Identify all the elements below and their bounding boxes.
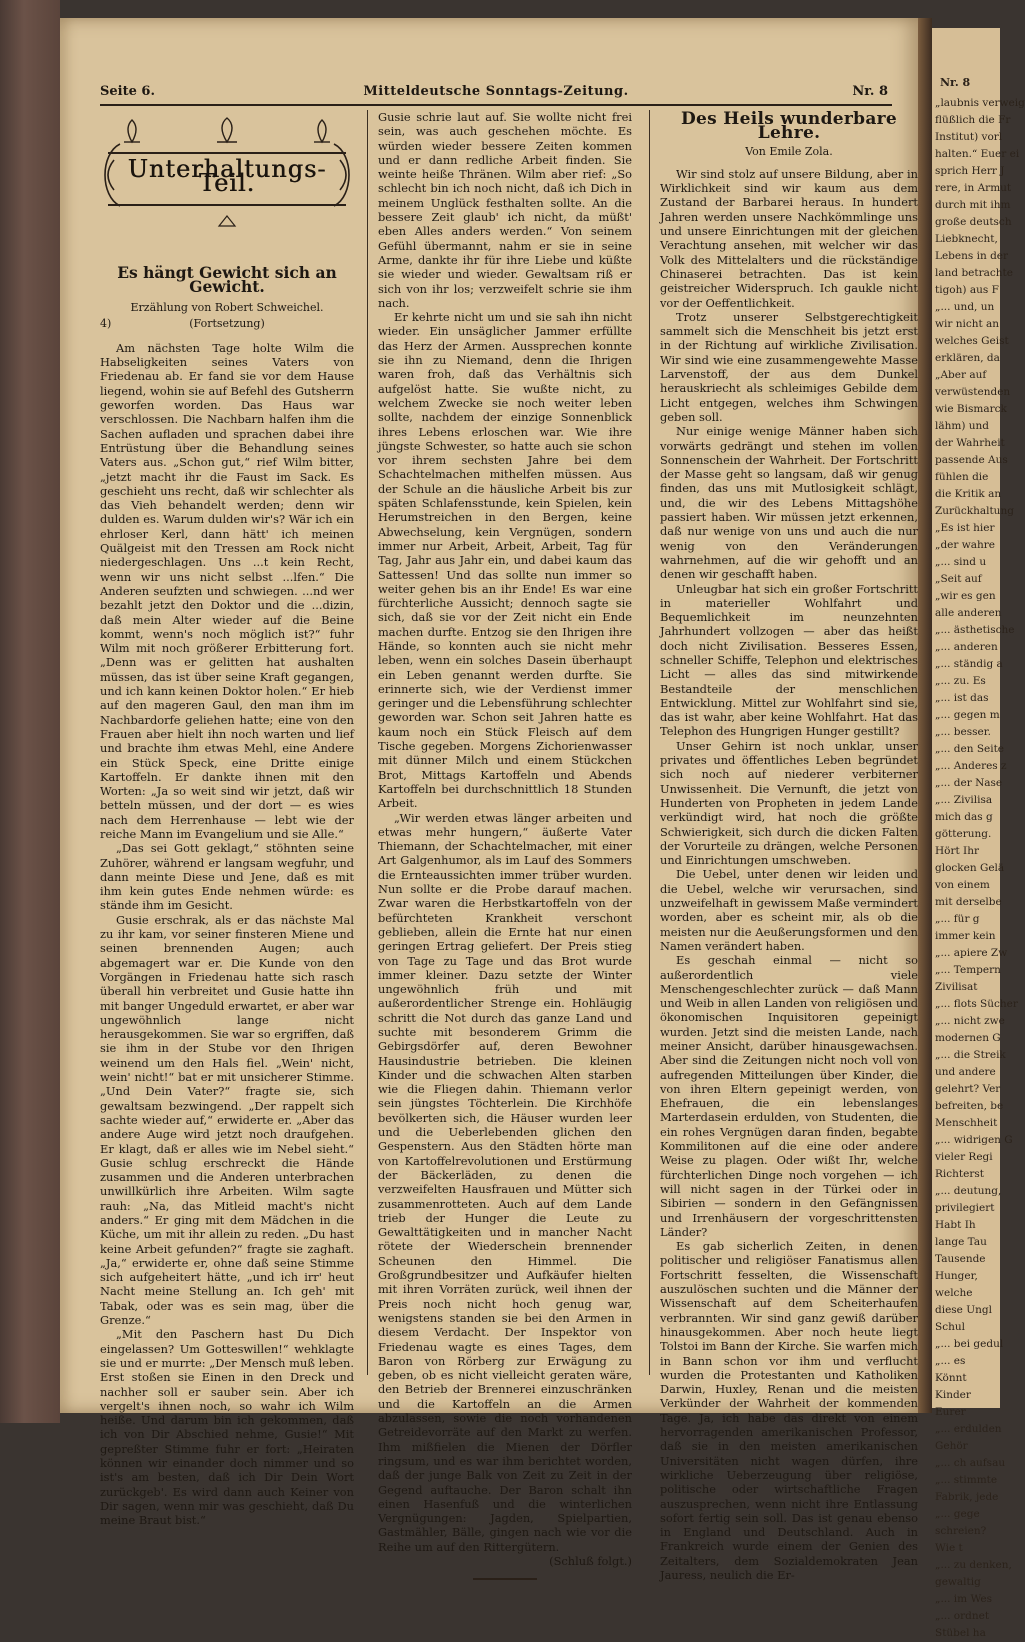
next-page-line: „... ständig a [935, 658, 1003, 670]
next-page-line: „... stimmte [935, 1474, 998, 1486]
next-page-line: Kinder [935, 1389, 971, 1401]
paragraph: Wir sind stolz auf unsere Bildung, aber in Wirklichkeit sind wir kaum aus dem Zustand der Barbarei heraus. In hundert Jahren werden unsere Nachkömmlinge uns und unsere Einrichtungen mit der gleichen Verachtung ansehen, mit welcher wir das Volk des Mittelalters und die rückständige Chinaserei betrachten. Das ist kein geistreicher Widerspruch. Ich gaukle nicht vor der Oeffentlichkeit. [660, 166, 918, 310]
next-page-line: „... ist das [935, 692, 989, 704]
next-page-line: „... Zivilisa [935, 794, 993, 806]
issue-number: Nr. 8 [852, 84, 888, 99]
next-page-line: flüßlich die Fr [935, 114, 1011, 126]
part-number: 4) [100, 316, 112, 330]
section-header [100, 110, 354, 260]
next-page-line: „... Tempern [935, 964, 1001, 976]
next-page-line: „... ordnet [935, 1610, 990, 1622]
next-page-line: immer kein [935, 930, 996, 942]
continuation-label: (Fortsetzung) [189, 316, 265, 330]
next-page-line: vieler Regi [935, 1151, 993, 1163]
next-page-line: Tausende [935, 1253, 986, 1265]
next-page-line: „... zu denken, [935, 1559, 1012, 1571]
next-page-line: die Kritik an [935, 488, 1002, 500]
next-page-line: modernen G [935, 1032, 1001, 1044]
next-page-line: glocken Gelä [935, 862, 1005, 874]
next-page-line: erklären, da [935, 352, 1000, 364]
page-number: Seite 6. [100, 84, 155, 99]
paragraph: Unleugbar hat sich ein großer Fortschritt in materieller Wohlfahrt und Bequemlichkeit im neunzehnten Jahrhundert vollzogen — aber das heißt doch nicht Zivilisation. Besseres Essen, schneller Schiffe, Telephon und elektrisches Licht — alles das sind mitwirkende Bestandteile der menschlichen Entwicklung. Mittel zur Wohlfahrt sind sie, das ist wahr, aber keine Wohlfahrt. Hat das Telephon des Hungrigen Hunger gestillt? [660, 581, 918, 739]
next-page-line: verwüstenden [935, 386, 1011, 398]
next-page-line: Fabrik, jede [935, 1491, 999, 1503]
next-page-line: „... anderen [935, 641, 998, 653]
next-page-line: „... und, un [935, 301, 995, 313]
next-page-line: land betrachte [935, 267, 1013, 279]
next-page-line: „... im Wes [935, 1593, 992, 1605]
next-page-line: „... sind u [935, 556, 987, 568]
next-page-line: lähm) und [935, 420, 990, 432]
next-page-line: Wie t [935, 1542, 963, 1554]
end-rule [473, 1578, 537, 1580]
next-page-line: „... zu. Es [935, 675, 986, 687]
next-page-line: Zurückhaltung [935, 505, 1014, 517]
next-page-line: Institut) vorl [935, 131, 1003, 143]
article-title: Des Heils wunderbare Lehre. [680, 109, 898, 144]
paragraph: Gusie schrie laut auf. Sie wollte nicht frei sein, was auch geschehen möchte. Es würden wieder bessere Zeiten kommen und er dann redliche Arbeit finden. Sie weinte heiße Thränen. Wilm aber rief: „So schlecht bin ich noch nicht, daß ich Dich in meinem Unglück festhalten sollte. An die bessere Zeit glaub' ich nicht, da müßt' eben Alles anders werden.“ Von seinem Gefühl übermannt, nahm er sie in seine Arme, dankte ihr für ihre Liebe und küßte sie wieder und wieder. Gewaltsam riß er sich von ihr los; verzweifelt schrie sie ihm nach. [378, 110, 632, 310]
next-page-line: große deutsch [935, 216, 1012, 228]
crown-ornament-icon [100, 116, 354, 140]
next-page-line: welche [935, 1287, 973, 1299]
paragraph: Nur einige wenige Männer haben sich vorwärts gedrängt und stehen im vollen Sonnenschein der Wahrheit. Der Fortschritt der Masse geht so langsam, daß wir genug finden, das uns mit Mutlosigkeit schlägt, und, die wir des Lebens Mittagshöhe passiert haben. Wir müssen jetzt erkennen, daß nur wenige von uns und auch die nur wenig von den Veränderungen wahrnehmen, auf die wir gehofft und an denen wir geschafft haben. [660, 424, 918, 582]
next-page-line: Stübel ha [935, 1627, 986, 1639]
next-page-line: „... der Nase [935, 777, 1003, 789]
next-page-line: durch mit ihm [935, 199, 1011, 211]
running-head [100, 82, 892, 106]
next-page-line: von einem [935, 879, 990, 891]
story-title: Es hängt Gewicht sich an Gewicht. [117, 263, 337, 297]
next-page-line: „... erdulden [935, 1423, 1002, 1435]
next-page-line: Eurer [935, 1406, 966, 1418]
next-page-line: Hört Ihr [935, 845, 979, 857]
next-page-line: „laubnis verweig [935, 97, 1025, 109]
paragraph: Es geschah einmal — nicht so außerordentlich viele Menschengeschlechter zurück — daß Mann und Weib in allen Landen von religiösen und ökonomischen Inquisitoren gepeinigt wurden. Jetzt sind die meisten Lande, nach meiner Ansicht, darüber hinausgewachsen. Aber sind die Zeitungen nicht noch voll von aufregenden Mitteilungen über Kinder, die von ihren Eltern gepeinigt werden, von Ehefrauen, die ein lebenslanges Marterdasein erdulden, von Studenten, die ein rohes Vergnügen daran finden, begabte Kommilitonen auf die eine oder andere Weise zu plagen. Oder wißt Ihr, welche fürchterlichen Dinge noch vorgehen — ich will nicht sagen in der Türkei oder in Sibirien — sondern in den Gefängnissen und Irrenhäusern der vorgeschrittensten Länder? [660, 953, 918, 1239]
next-page-line: mich das g [935, 811, 993, 823]
next-page-line: „... nicht zwe [935, 1015, 1005, 1027]
next-page-line: „... apiere Zw [935, 947, 1008, 959]
column-3 [660, 110, 918, 1582]
next-page-header: Nr. 8 [940, 76, 971, 89]
story-continuation [100, 317, 354, 331]
next-page-line: wie Bismarck [935, 403, 1007, 415]
next-page-line: „wir es gen [935, 590, 996, 602]
column-2 [378, 110, 632, 1580]
next-page-line: „... ch aufsau [935, 1457, 1006, 1469]
next-page-line: Habt Ih [935, 1219, 976, 1231]
next-page-line: alle anderen [935, 607, 1002, 619]
paragraph: Trotz unserer Selbstgerechtigkeit sammelt sich die Menschheit bis jetzt erst in der Richtung auf wirkliche Zivilisation. Wir sind wie eine zusammengewehte Masse Larvenstoff, der aus dem Dunkel herauskriecht als schleimiges Gebilde dem Licht entgegen, welches ihm Schwingen geben soll. [660, 309, 918, 424]
next-page-line: lange Tau [935, 1236, 987, 1248]
next-page-line: „... flots Sücher [935, 998, 1018, 1010]
next-page-line: wir nicht an [935, 318, 1000, 330]
next-page-line: Richterst [935, 1168, 984, 1180]
next-page-line: tigoh) aus F [935, 284, 999, 296]
column-1 [100, 110, 354, 1528]
next-page-line: „... deutung, [935, 1185, 1002, 1197]
next-page-line: „... die Streik [935, 1049, 1006, 1061]
next-page-line: „... ästhetische [935, 624, 1015, 636]
section-title-frame [108, 152, 346, 206]
next-page-line: privilegiert [935, 1202, 995, 1214]
paragraph: Er kehrte nicht um und sie sah ihn nicht wieder. Ein unsäglicher Jammer erfüllte das Herz der Armen. Aussprechen konnte sie ihn zu Niemand, denn die Ihrigen waren froh, daß das Verhältnis sich aufgelöst hatte. Sie wußte nicht, zu welchem Zwecke sie noch weiter leben sollte, nachdem der einzige Sonnenblick ihres Lebens erloschen war. Wie ihre jüngste Schwester, so hatte auch sie schon vor ihrem sechsten Jahre bei dem Schachtelmachen mithelfen müssen. Aus der Schule an die häusliche Arbeit bis zur späten Schlafensstunde, kein Spielen, kein Herumstreichen in den Bergen, keine Abwechselung, kein Vergnügen, sondern immer nur Arbeit, Arbeit, Arbeit, Tag für Tag, Jahr aus Jahr ein, und dabei kaum das Sattessen! Und das sollte nun immer so weiter gehen bis an ihr Ende! Es war eine fürchterliche Aussicht; dennoch sagte sie sich, daß sie vor der Zeit nicht ein Ende machen durfte. Entzog sie den Ihrigen ihre Hände, so konnten auch sie nicht mehr leben, wenn ein solches Dasein überhaupt ein Leben genannt werden durfte. Sie erinnerte sich, wie der Verdienst immer geringer und die Lebensführung schlechter geworden war. Schon seit Jahren hatte es kaum noch ein Stück Fleisch auf dem Tische gegeben. Morgens Zichorienwasser mit dünner Milch und einem Stückchen Brot, Mittags Kartoffeln und Abends Kartoffeln bei durchschnittlich 18 Stunden Arbeit. [378, 310, 632, 811]
next-page-line: und andere [935, 1066, 996, 1078]
next-page-line: passende Aus [935, 454, 1008, 466]
paragraph: „Mit den Paschern hast Du Dich eingelassen? Um Gotteswillen!“ wehklagte sie und er murrte: „Der Mensch muß leben. Erst stoßen sie Einen in den Dreck und nachher soll er sauber sein. Aber ich vergelt's ihnen noch, so wahr ich Wilm heiße. Und darum bin ich gekommen, daß ich von Dir Abschied nehme, Gusie!“ Mit gepreßter Stimme fuhr er fort: „Heiraten können wir einander doch nimmer und so ist's am besten, daß ich Dir Dein Wort zurückgeb'. Es wird dann auch Keiner von Dir sagen, wenn mir was geschieht, daß Du meine Braut bist.“ [100, 1327, 354, 1528]
next-page-line: götterung. [935, 828, 992, 840]
section-title: Unterhaltungs-Teil. [127, 155, 327, 198]
paragraph: Es gab sicherlich Zeiten, in denen politischer und religiöser Fanatismus allen Fortschritt fesselten, die Wissenschaft auszulöschen suchten und die Männer der Wissenschaft auf dem Scheiterhaufen verbrannten. Wir sind ganz gewiß darüber hinausgekommen. Aber noch heute liegt Tolstoi im Bann der Kirche. Sie warfen mich in Bann schon vor ihm und verflucht wurden die Protestanten und Katholiken Darwin, Huxley, Renan und die meisten Verkünder der Wahrheit der kommenden Tage. Ja, ich habe das direkt von einem hervorragenden amerikanischen Professor, daß sie in den meisten amerikanischen Universitäten nicht wagen dürfen, ihre wirkliche Ueberzeugung über religiöse, politische oder wirtschaftliche Fragen auszusprechen, wenn nicht ihre Entlassung sofort fertig sein soll. Das ist genau ebenso in England und Deutschland. Auch in Frankreich wurde einem der Genien des Zeitalters, dem Sozialdemokraten Jean Jauress, neulich die Er- [660, 1239, 918, 1582]
newspaper-title: Mitteldeutsche Sonntags-Zeitung. [363, 84, 629, 99]
next-page-line: rere, in Armut [935, 182, 1012, 194]
article-author: Von Emile Zola. [745, 144, 833, 158]
next-page-line: befreiten, be [935, 1100, 1004, 1112]
continued-note: (Schluß folgt.) [549, 1553, 632, 1568]
next-page-line: „... besser. [935, 726, 991, 738]
next-page-line: schreien? [935, 1525, 987, 1537]
next-page-line: „... gegen m [935, 709, 1000, 721]
next-page-line: „... gege [935, 1508, 980, 1520]
next-page-line: „... widrigen G [935, 1134, 1013, 1146]
next-page-line: halten.“ Euer ei [935, 148, 1020, 160]
next-page-line: „Aber auf [935, 369, 987, 381]
next-page-strip [932, 28, 1025, 1639]
next-page-line: Gehör [935, 1440, 968, 1452]
next-page-line: „... den Seite [935, 743, 1005, 755]
next-page-line: Zivilisat [935, 981, 978, 993]
paragraph: Die Uebel, unter denen wir leiden und die Uebel, welche wir verursachen, sind unzweifelhaft in gewissem Maße vermindert worden, aber es scheint mir, als ob die meisten nur die Aeußerungsformen und den Namen verändert haben. [660, 867, 918, 953]
next-page-line: „der wahre [935, 539, 995, 551]
story-byline: Erzählung von Robert Schweichel. [130, 300, 324, 314]
next-page-line: „... Anderes z [935, 760, 1007, 772]
paragraph: „Wir werden etwas länger arbeiten und etwas mehr hungern,“ äußerte Vater Thiemann, der Schachtelmacher, mit einer Art Galgenhumor, als im Lauf des Sommers die Ernteaussichten immer trüber wurden. Nun sollte er die Probe darauf machen. Zwar waren die Herbstkartoffeln von der befürchteten Krankheit verschont geblieben, allein die Ernte hat nur einen geringen Ertrag geliefert. Der Preis stieg von Tage zu Tage und das Brot wurde immer kleiner. Dazu setzte der Winter ungewöhnlich früh und mit außerordentlicher Strenge ein. Hohläugig schritt die Not durch das ganze Land und suchte mit besonderem Grimm die Gebirgsdörfer auf, deren Bewohner Hausindustrie betrieben. Die kleinen Kinder und die schwachen Alten starben wie die Fliegen dahin. Thiemann verlor sein jüngstes Töchterlein. Die Kirchhöfe bevölkerten sich, die Häuser wurden leer und die Ueberlebenden glichen den Gespenstern. Aus den Städten hörte man von Kartoffelrevolutionen und Erstürmung der Bäckerläden, zu denen die verzweifelten Hausfrauen und Mütter sich zusammenrotteten. Auch auf dem Lande trieb der Hunger die Leute zu Gewalttätigkeiten und in mancher Nacht rötete der Wiederschein brennender Scheunen den Himmel. Die Großgrundbesitzer und Aufkäufer hielten mit ihren Vorräten zurück, weil ihnen der Preis noch nicht hoch genug war, wenigstens standen sie bei den Armen in diesem Verdacht. Der Inspektor von Friedenau wagte es eines Tages, dem Baron von Rörberg zur Erwägung zu geben, ob es nicht vielleicht geraten wäre, den Betrieb der Brennerei einzuschränken und die Kartoffeln an die Armen abzulassen, sowie die noch vorhandenen Getreidevorräte auf den Markt zu werfen. Ihm mißfielen die Mienen der Dörfler ringsum, und es war ihm berichtet worden, daß der junge Balk von Zeit zu Zeit in der Gegend auftauche. Der Baron schalt ihn einen Hasenfuß und die winterlichen Vergnügungen: Jagden, Spielpartien, Gastmähler, Bälle, gingen nach wie vor die Reihe um auf den Rittergütern. [378, 810, 632, 1554]
next-page-line: „... für g [935, 913, 980, 925]
next-page-line: welches Geist [935, 335, 1009, 347]
next-page-line: sprich Herr J [935, 165, 1005, 177]
paragraph: Gusie erschrak, als er das nächste Mal zu ihr kam, vor seiner finsteren Miene und seinen brennenden Augen; auch abgemagert war er. Die Kunde von den Vorgängen in Friedenau hatte sich rasch überall hin verbreitet und Gusie hatte ihn mit banger Ungeduld erwartet, er aber war ungewöhnlich lange nicht herausgekommen. Sie war so ergriffen, daß sie ihm in der Stube vor den Ihrigen weinend um den Hals fiel. „Wein' nicht, wein' nicht!“ bat er mit unsicherer Stimme. „Und Dein Vater?“ fragte sie, sich gewaltsam bezwingend. „Der rappelt sich sachte wieder auf,“ erwiderte er. „Aber das andere Auge wird jetzt noch draufgehen. Er klagt, daß er alles wie im Nebel sieht.“ Gusie schlug erschreckt die Hände zusammen und die Anderen unterbrachen unwillkürlich ihre Arbeiten. Wilm sagte rauh: „Na, das Mitleid macht's nicht anders.“ Er ging mit dem Mädchen in die Küche, um mit ihr allein zu reden. „Du hast keine Arbeit gefunden?“ fragte sie zaghaft. „Ja,“ erwiderte er, ohne daß seine Stimme sich aufgeheitert hätte, „und ich irr' heut Nacht meine Stellung an. Ich geh' mit Tabak, oder was es sein mag, über die Grenze.“ [100, 912, 354, 1328]
book-binding [0, 0, 60, 1423]
next-page-line: der Wahrheit [935, 437, 1005, 449]
page-gutter [918, 18, 932, 1413]
next-page-line: fühlen die [935, 471, 989, 483]
next-page-line: Hunger, [935, 1270, 978, 1282]
paragraph: „Das sei Gott geklagt,“ stöhnten seine Zuhörer, während er langsam wegfuhr, und dann meinte Diese und Jene, daß es mit ihm kein gutes Ende nehmen würde: es stände ihm im Gesicht. [100, 841, 354, 913]
next-page-line: „... bei gedul [935, 1338, 1004, 1350]
next-page-line: gelehrt? Ver [935, 1083, 1001, 1095]
paragraph: Unser Gehirn ist noch unklar, unser privates und öffentliches Leben begründet sich noch auf niederer verbiterner Unwissenheit. Die Vernunft, die jetzt von Hunderten von Propheten in jedem Lande verkündigt wird, hat noch die größte Schwierigkeit, sich durch die dicken Falten der Vorurteile zu drängen, welche Personen und Einrichtungen umschweben. [660, 738, 918, 868]
next-page-lines [932, 95, 1025, 1642]
newspaper-page [60, 18, 922, 1582]
next-page-line: Menschheit [935, 1117, 998, 1129]
next-page-line: gewaltig [935, 1576, 981, 1588]
paragraph: Am nächsten Tage holte Wilm die Habseligkeiten seines Vaters von Friedenau ab. Er fand sie vor dem Hause liegend, wohin sie auf Befehl des Gutsherrn geworfen worden. Das Haus war verschlossen. Die Nachbarn halfen ihm die Sachen aufladen und sprachen dabei ihre Entrüstung über die Behandlung seines Vaters aus. „Schon gut,“ rief Wilm bitter, „jetzt macht ihr die Faust im Sack. Es geschieht uns recht, daß wir schlechter als das Vieh behandelt werden; denn wir dulden es. Warum dulden wir's? Wär ich ein ehrloser Kerl, dann hätt' ich meinen Quälgeist mit den Tressen am Rock nicht niedergeschlagen. Uns ...t kein Recht, wenn wir uns nicht selbst ...lfen.“ Die Anderen seufzten und schwiegen. ...nd wer bezahlt jetzt den Doktor und die ...dizin, daß mein Alter wieder auf die Beine kommt, wenn's noch möglich ist?“ fuhr Wilm mit noch größerer Erbitterung fort. „Denn was er gelitten hat aushalten müssen, das ist über seine Kraft gegangen, und ich kann keinen Doktor holen.“ Er hieb auf den mageren Gaul, den man ihm im Nachbardorfe geliehen hatte; eine von den Frauen aber hielt ihn noch warten und lief und brachte ihm etwas Mehl, eine Andere ein Stück Speck, eine Dritte einige Kartoffeln. Er dankte ihnen mit den Worten: „Ja so weit sind wir jetzt, daß wir betteln müssen, und der dort — es wies nach dem Herrenhause — lebt wie der reiche Mann im Evangelium und sie Alle.“ [100, 340, 354, 841]
column-rule [649, 110, 650, 1375]
next-page-line: diese Ungl [935, 1304, 992, 1316]
next-page-line: mit derselbe [935, 896, 1002, 908]
next-page-line: Liebknecht, [935, 233, 998, 245]
next-page-line: „... es [935, 1355, 966, 1367]
next-page-line: Lebens in der [935, 250, 1009, 262]
next-page-line: Schul [935, 1321, 965, 1333]
next-page-line: „Es ist hier [935, 522, 995, 534]
next-page-line: Könnt [935, 1372, 967, 1384]
next-page-line: „Seit auf [935, 573, 982, 585]
triangle-ornament-icon [100, 214, 354, 231]
column-rule [367, 110, 368, 1375]
